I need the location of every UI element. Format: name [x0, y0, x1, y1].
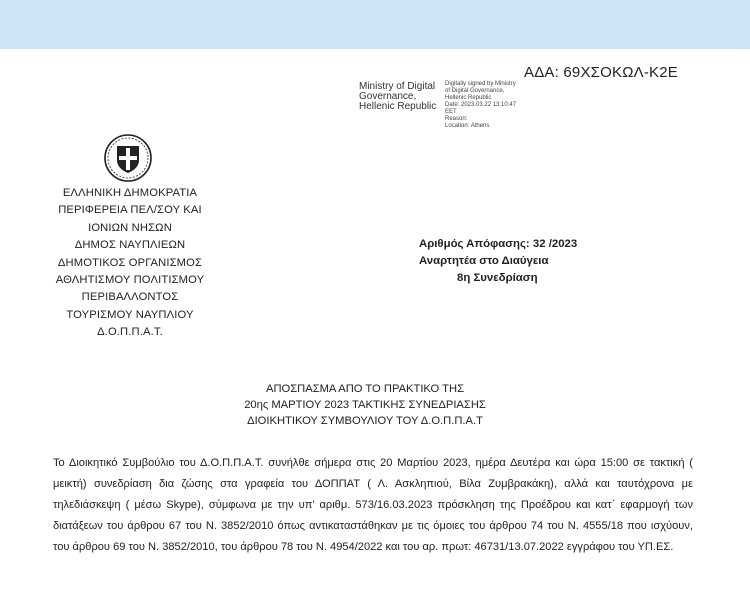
signature-detail-line: EET: [445, 109, 457, 115]
signature-details: [445, 81, 555, 130]
signature-detail-line: Location: Athens: [445, 123, 490, 129]
signature-signer-line: Governance,: [359, 91, 417, 102]
signature-detail-line: of Digital Governance,: [445, 88, 505, 94]
extract-heading: [150, 381, 580, 429]
signature-detail-line: Reason:: [445, 116, 468, 122]
top-banner: [0, 0, 750, 49]
greek-coat-of-arms-icon: [103, 133, 153, 183]
signature-detail-line: Hellenic Republic: [445, 95, 492, 101]
extract-heading-line: ΑΠΟΣΠΑΣΜΑ ΑΠΟ ΤΟ ΠΡΑΚΤΙΚΟ ΤΗΣ: [266, 383, 464, 395]
organization-line: ΔΗΜΟΣ ΝΑΥΠΛΙΕΩΝ: [74, 239, 186, 252]
decision-session: 8η Συνεδρίαση: [457, 272, 538, 284]
signature-signer: [359, 82, 441, 112]
decision-info: [419, 236, 619, 287]
body-paragraph: Το Διοικητικό Συμβούλιο του Δ.Ο.Π.Π.Α.Τ. συνήλθε σήμερα στις 20 Μαρτίου 2023, ημέρα Δευτέρα και ώρα 15:00 σε τακτική ( μεικτή) συνεδρίαση δια ζώσης στα γραφεία του ΔΟΠΠΑΤ ( Λ. Ασκληπιού, Βίλα Ζυμβρακάκη), αλλά και ταυτόχρονα με τηλεδιάσκεψη ( μέσω Skype), σύμφωνα με την υπ’ αριθμ. 573/16.03.2023 πρόσκληση της Προέδρου και κατ΄ εφαρμογή των διατάξεων του άρθρου 67 του Ν. 3852/2010 όπως αντικαταστάθηκαν με τις όμοιες του άρθρου 74 του Ν. 4555/18 που ισχύουν, του άρθρου 69 του Ν. 3852/2010, του άρθρου 78 του Ν. 4954/2022 και του αρ. πρωτ: 46731/13.07.2022 εγγράφου του ΥΠ.ΕΣ.: [53, 457, 693, 554]
organization-line: Δ.Ο.Π.Π.Α.Τ.: [97, 326, 163, 339]
organization-line: ΠΕΡΙΒΑΛΛΟΝΤΟΣ: [81, 291, 179, 304]
organization-line: ΕΛΛΗΝΙΚΗ ΔΗΜΟΚΡΑΤΙΑ: [62, 187, 198, 199]
organization-line: ΙΟΝΙΩΝ ΝΗΣΩΝ: [88, 221, 172, 234]
organization-line: ΔΗΜΟΤΙΚΟΣ ΟΡΓΑΝΙΣΜΟΣ: [57, 256, 203, 269]
signature-detail-line: Date: 2023.03.22 13:10:47: [445, 102, 517, 108]
organization-line: ΑΘΛΗΤΙΣΜΟΥ ΠΟΛΙΤΙΣΜΟΥ: [55, 274, 205, 287]
extract-heading-line: 20ης ΜΑΡΤΙΟΥ 2023 ΤΑΚΤΙΚΗΣ ΣΥΝΕΔΡΙΑΣΗΣ: [244, 399, 486, 411]
decision-posting-note: Αναρτητέα στο Διαύγεια: [419, 255, 549, 267]
issuing-organization: [40, 185, 220, 342]
ada-code: ΑΔΑ: 69ΧΣΟΚΩΛ-Κ2Ε: [524, 64, 678, 81]
signature-signer-line: Ministry of Digital: [359, 81, 436, 92]
organization-line: ΤΟΥΡΙΣΜΟΥ ΝΑΥΠΛΙΟΥ: [66, 308, 194, 321]
signature-detail-line: Digitally signed by Ministry: [445, 81, 516, 87]
decision-number: Αριθμός Απόφασης: 32 /2023: [419, 238, 578, 250]
organization-line: ΠΕΡΙΦΕΡΕΙΑ ΠΕΛ/ΣΟΥ ΚΑΙ: [58, 204, 202, 217]
extract-heading-line: ΔΙΟΙΚΗΤΙΚΟΥ ΣΥΜΒΟΥΛΙΟΥ ΤΟΥ Δ.Ο.Π.Π.Α.Τ: [247, 415, 483, 427]
signature-signer-line: Hellenic Republic: [359, 101, 437, 112]
